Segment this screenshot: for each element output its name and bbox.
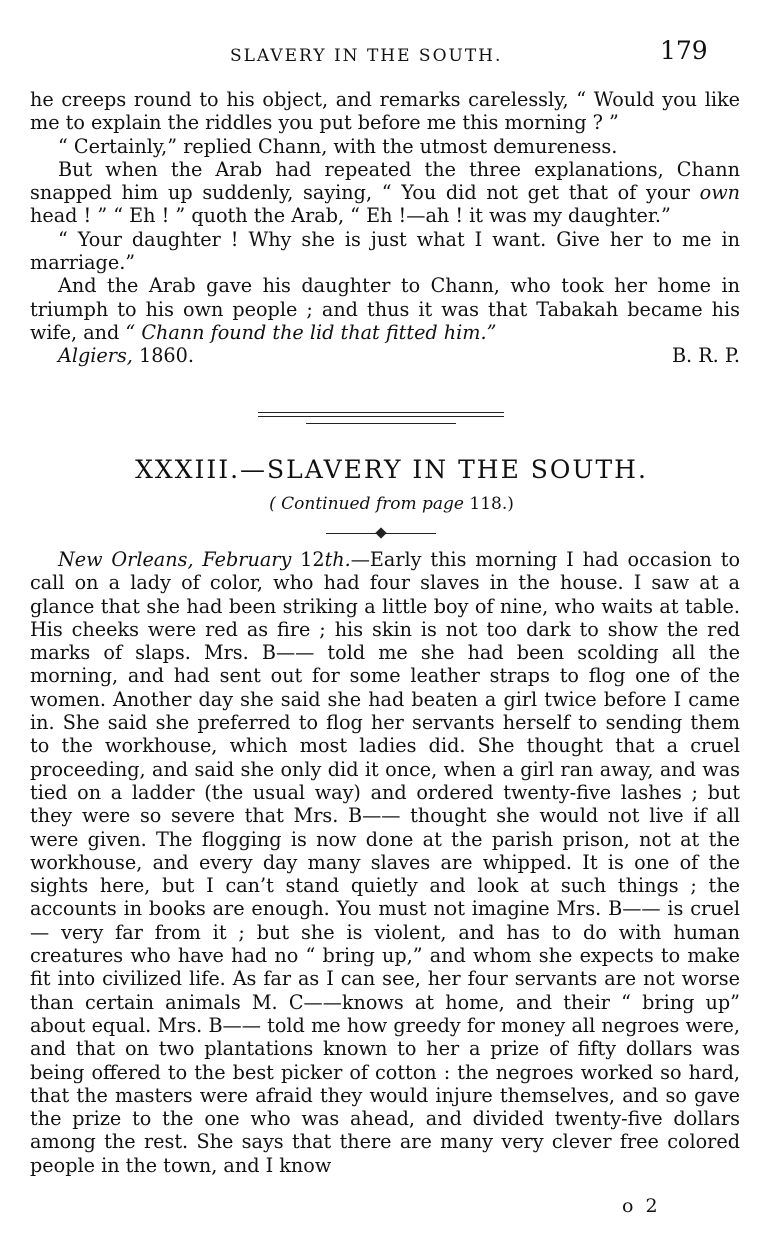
page-number: 179 — [660, 36, 708, 65]
continued-italic: ( Continued from page — [269, 494, 464, 514]
paragraph: “ Your daughter ! Why she is just what I want. Give her to me in marriage.” — [30, 227, 740, 275]
italic-text: own — [699, 181, 740, 205]
divider-line — [258, 416, 504, 417]
signoff-place: Algiers, — [58, 344, 133, 368]
running-title: SLAVERY IN THE SOUTH. — [230, 46, 503, 66]
previous-story-text — [30, 88, 740, 368]
signoff — [30, 344, 740, 367]
section-divider — [258, 412, 504, 424]
ornament-divider — [326, 528, 436, 538]
date-suffix: th. — [324, 548, 351, 571]
divider-line — [306, 423, 456, 424]
diamond-icon — [375, 527, 386, 538]
paragraph — [30, 274, 740, 344]
section-heading: XXXIII.—SLAVERY IN THE SOUTH. — [135, 455, 648, 484]
italic-quote: “ Chann found the lid that fitted him.” — [125, 320, 497, 344]
divider-line — [258, 412, 504, 413]
continued-note — [0, 494, 783, 514]
signature-mark: o 2 — [622, 1195, 661, 1217]
paragraph — [30, 158, 740, 228]
page-header — [0, 36, 783, 66]
paragraph-text: But when the Arab had repeated the three explanations, Chann snapped him up suddenly, saying, “ You did not get that of your — [30, 157, 740, 205]
signoff-year: 1860. — [132, 344, 194, 368]
paragraph-text: And the Arab gave his daughter to Chann, who took her home in triumph to his own people ; and thus it was that Tabakah became his wife, and — [30, 274, 740, 344]
signoff-dateline — [58, 344, 194, 367]
article-body — [30, 548, 740, 1177]
paragraph-text: head ! ” “ Eh ! ” quoth the Arab, “ Eh !—ah ! it was my daughter.” — [30, 204, 671, 228]
paragraph — [30, 548, 740, 1177]
signoff-initials: B. R. P. — [671, 344, 740, 368]
paragraph-text: —Early this morning I had occasion to call on a lady of color, who had four slaves in the house. I saw at a glance that she had been striking a little boy of nine, who waits at table. His cheeks were red as fire ; his skin is not too dark to show the red marks of slaps. Mrs. B—— told me she had been scolding all the morning, and had sent out for some leather straps to flog one of the women. Another day she said she had beaten a girl twice before I came in. She said she preferred to flog her servants herself to sending them to the workhouse, which most ladies did. She thought that a cruel proceeding, and said she only did it once, when a girl ran away, and was tied on a ladder (the usual way) and ordered twenty-five lashes ; but they were so severe that Mrs. B—— thought she would not live if all were given. The flogging is now done at the parish prison, not at the workhouse, and every day many slaves are whipped. It is one of the sights here, but I can’t stand quietly and look at such things ; the accounts in books are enough. You must not imagine Mrs. B—— is cruel— very far from it ; but she is violent, and has to do with human creatures who have had no “ bring up,” and whom she expects to make fit into civilized life. As far as I can see, her four servants are not worse than certain animals M. C——knows at home, and their “ bring up” about equal. Mrs. B—— told me how greedy for money all negroes were, and that on two plantations known to her a prize of fifty dollars was being offered to the best picker of cotton : the negroes worked so hard, that the masters were afraid they would injure themselves, and so gave the prize to the one who was ahead, and divided twenty-five dollars among the rest. She says that there are many very clever free colored people in the town, and I know — [30, 548, 741, 1177]
paragraph: “ Certainly,” replied Chann, with the utmost demureness. — [58, 134, 618, 158]
dateline: New Orleans, February — [58, 548, 292, 571]
paragraph: he creeps round to his object, and remarks carelessly, “ Would you like me to explain the riddles you put before me this morning ? ” — [30, 88, 740, 135]
continued-page: 118.) — [464, 494, 514, 514]
date-number: 12 — [291, 548, 325, 571]
